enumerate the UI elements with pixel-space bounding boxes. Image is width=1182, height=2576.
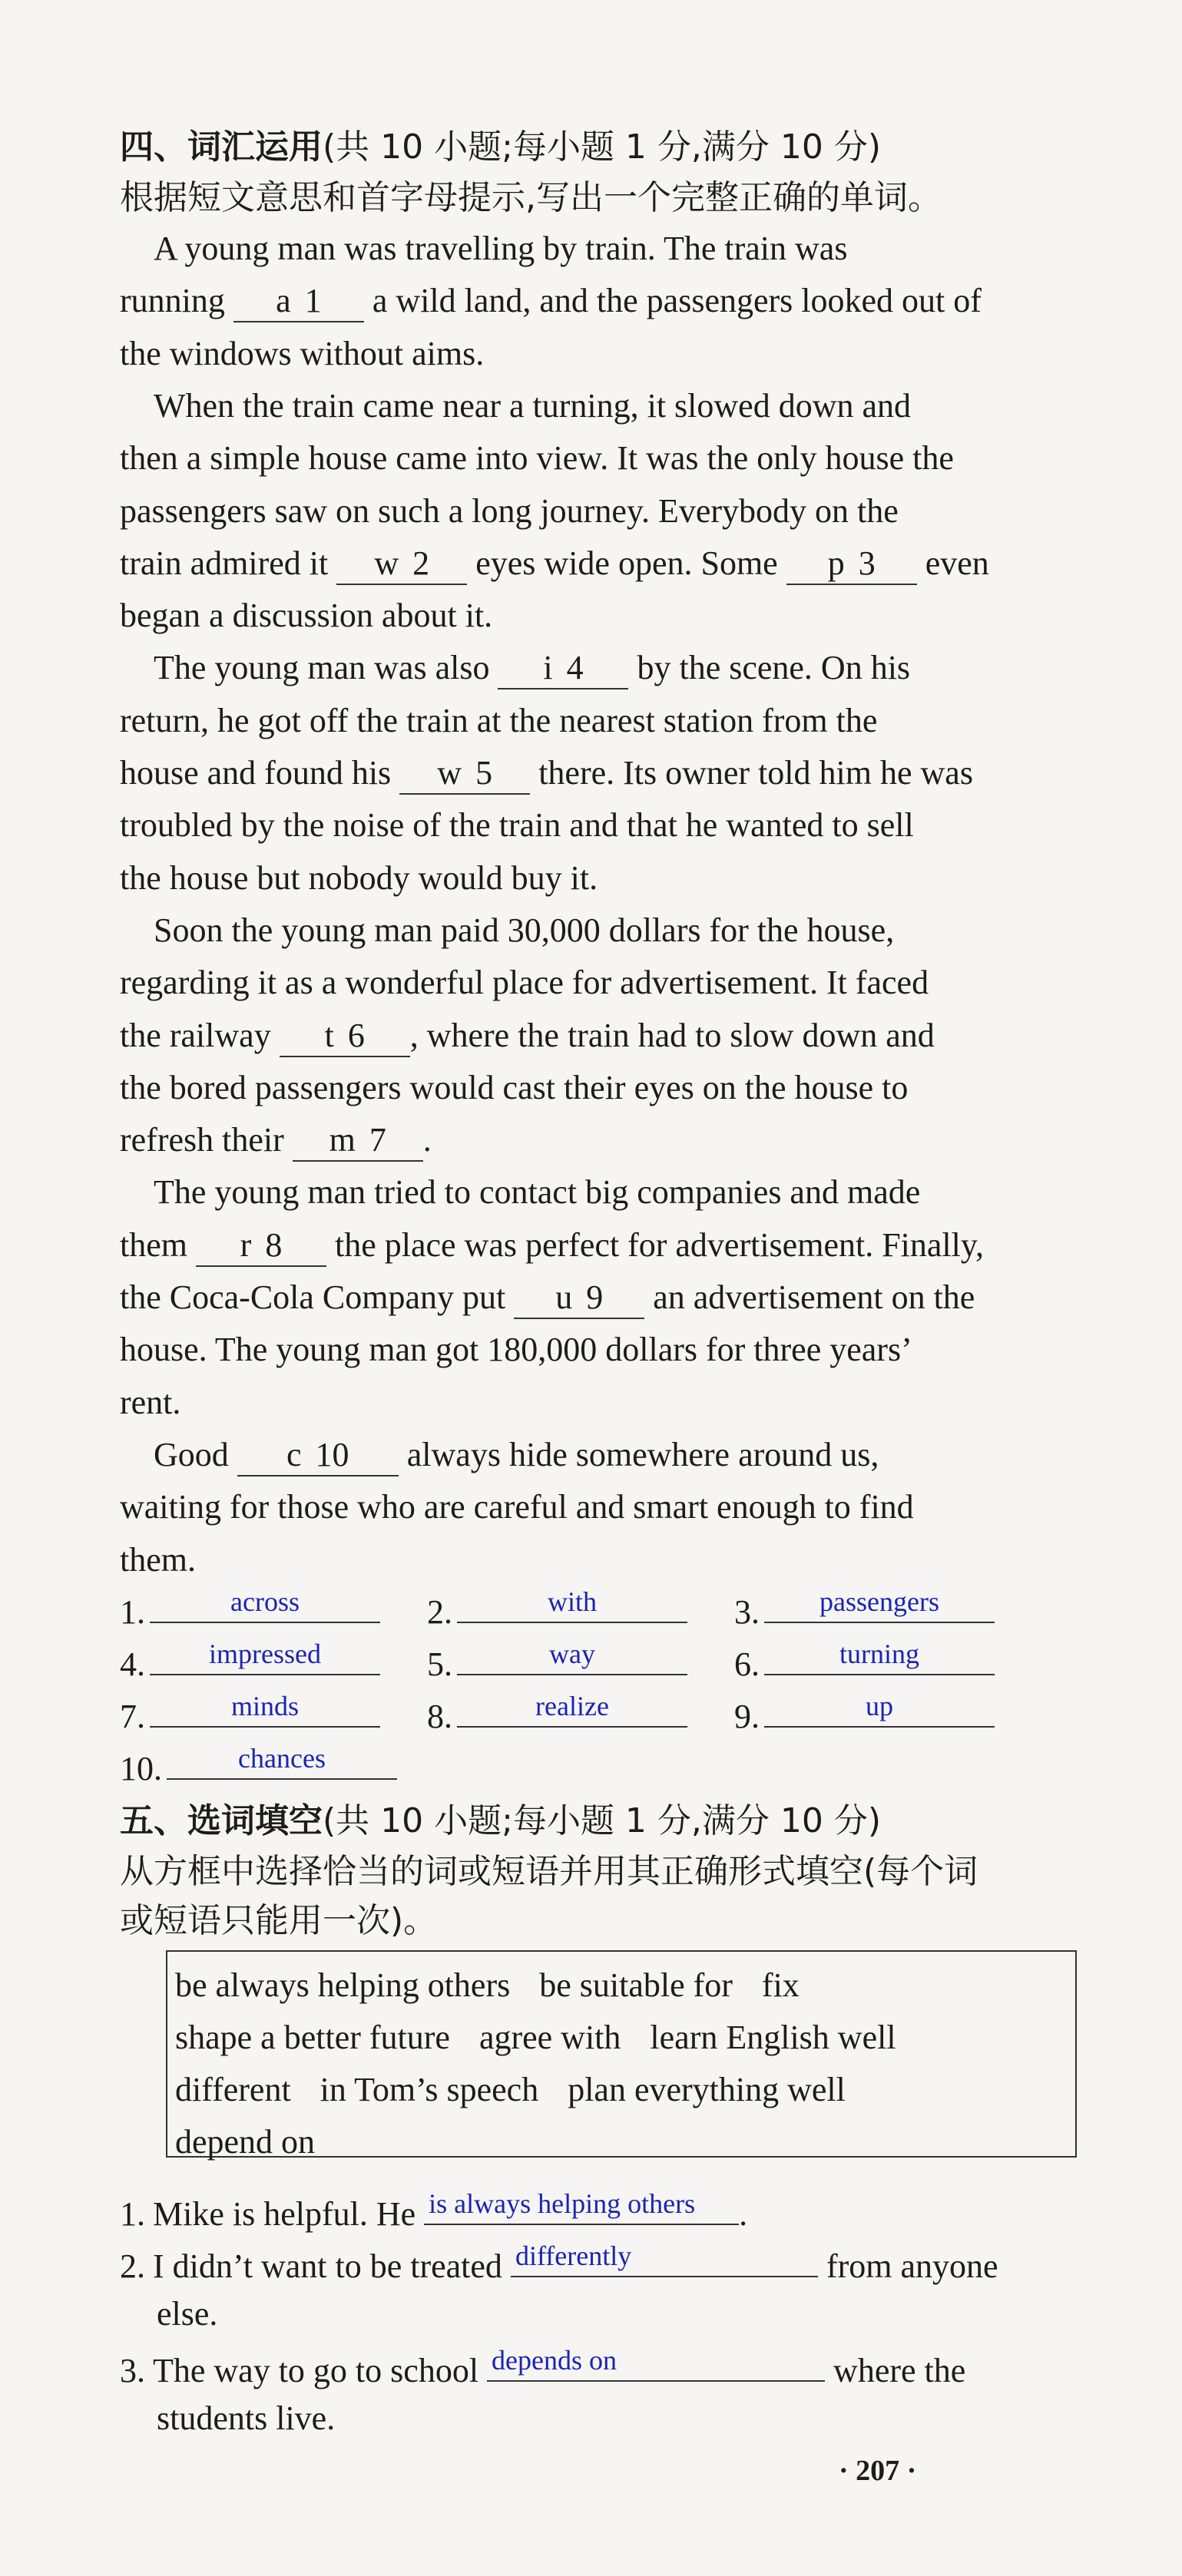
blank-number: 4 (566, 649, 584, 687)
blank-initial-letter: u (555, 1278, 573, 1316)
blank-number: 5 (475, 754, 493, 792)
passage-text: passengers saw on such a long journey. Everybody on the (120, 491, 899, 530)
answer-number: 5. (427, 1645, 452, 1683)
passage-text: , where the train had to slow down and (409, 1016, 935, 1054)
word-box-line (175, 1959, 1068, 2012)
answer-number: 6. (734, 1645, 760, 1683)
answer-text: passengers (819, 1586, 939, 1617)
answer-item (734, 1583, 995, 1639)
passage-line (120, 1377, 180, 1429)
passage-text: The young man was also (120, 649, 498, 687)
answer-field[interactable] (764, 1688, 995, 1728)
passage-line (120, 852, 598, 904)
passage-line (120, 1481, 914, 1533)
blank-initial-letter: w (374, 544, 399, 582)
passage-text: rent. (120, 1383, 181, 1421)
answer-field[interactable] (457, 1688, 687, 1728)
passage-line (120, 1166, 920, 1219)
passage-text: them (120, 1225, 196, 1264)
answer-text: across (230, 1586, 300, 1617)
blank-number: 7 (369, 1121, 386, 1159)
answer-number: 9. (734, 1698, 760, 1735)
passage-text: even (916, 544, 989, 582)
answer-text: chances (238, 1743, 326, 1774)
passage-text: an advertisement on the (644, 1278, 975, 1316)
passage-text: Good (120, 1435, 237, 1473)
answer-number: 4. (120, 1645, 145, 1683)
passage-line (120, 1429, 879, 1481)
passage-text: the railway (120, 1016, 280, 1054)
passage-text: a wild land, and the passengers looked out of (363, 282, 982, 320)
question-answer-text: depends on (492, 2345, 617, 2376)
passage-blank[interactable] (399, 753, 530, 795)
question-line (120, 2340, 965, 2397)
answer-number: 8. (427, 1698, 452, 1735)
passage-text: return, he got off the train at the nearest station from the (120, 701, 878, 739)
passage-text: The young man tried to contact big companies and made (120, 1173, 921, 1212)
passage-text: the bored passengers would cast their eyes on the house to (120, 1068, 909, 1106)
passage-blank[interactable] (233, 281, 364, 322)
passage-text: house and found his (120, 754, 400, 792)
passage-text: regarding it as a wonderful place for advertisement. It faced (120, 964, 929, 1002)
word-option: be suitable for (539, 1966, 733, 2004)
blank-initial-letter: w (437, 754, 462, 792)
blank-number: 8 (265, 1225, 283, 1264)
blank-number: 10 (315, 1435, 349, 1473)
passage-line (120, 1062, 908, 1114)
passage-blank[interactable] (280, 1016, 410, 1057)
question-text-after: where the (825, 2352, 966, 2389)
passage-line (120, 1114, 432, 1166)
question-text: Mike is helpful. He (153, 2195, 425, 2233)
passage-line (120, 957, 929, 1009)
question-number: 1. (120, 2195, 145, 2233)
passage-text: When the train came near a turning, it slowed down and (120, 386, 912, 425)
passage-blank[interactable] (498, 648, 628, 689)
answer-item (427, 1583, 687, 1639)
passage-text: running (120, 282, 233, 320)
passage-line (120, 904, 894, 957)
section5-instruction-line2: 或短语只能用一次)。 (120, 1901, 438, 1940)
passage-text: there. Its owner told him he was (530, 754, 973, 792)
section5-title: 五、选词填空 (120, 1801, 323, 1840)
answer-item (120, 1583, 380, 1639)
word-option: depend on (175, 2123, 316, 2161)
passage-text: the windows without aims. (120, 334, 485, 372)
passage-line (120, 799, 914, 852)
passage-line (120, 223, 847, 275)
answer-item (734, 1635, 995, 1691)
question-answer-field[interactable] (487, 2340, 825, 2382)
question-text: The way to go to school (153, 2352, 488, 2389)
question-continuation: students live. (157, 2399, 336, 2437)
passage-text: waiting for those who are careful and smart enough to find (120, 1488, 914, 1526)
word-box-line (175, 2116, 1068, 2168)
question-answer-field[interactable] (511, 2236, 818, 2277)
question-answer-text: differently (515, 2240, 632, 2271)
passage-line (120, 432, 954, 484)
passage-blank[interactable] (336, 544, 467, 585)
question-line (120, 2184, 747, 2240)
passage-text: A young man was travelling by train. The train was (120, 230, 848, 267)
passage-blank[interactable] (196, 1225, 326, 1267)
section5-heading (120, 1797, 881, 1846)
answer-item (427, 1635, 687, 1691)
answer-item (427, 1688, 687, 1743)
question-number: 3. (120, 2352, 145, 2389)
passage-blank[interactable] (293, 1120, 423, 1162)
answer-field[interactable] (764, 1583, 995, 1623)
question-number: 2. (120, 2247, 145, 2285)
section4-title: 四、词汇运用 (120, 127, 323, 167)
word-option: in Tom’s speech (320, 2071, 539, 2108)
passage-line (120, 747, 973, 799)
blank-number: 2 (412, 544, 430, 582)
page-number: · 207 · (839, 2455, 917, 2487)
passage-blank[interactable] (237, 1435, 399, 1476)
answer-field[interactable] (167, 1740, 397, 1780)
passage-text: the place was perfect for advertisement. Finally, (326, 1225, 985, 1264)
passage-line (120, 328, 484, 380)
passage-blank[interactable] (786, 544, 917, 585)
section5-scoring: (共 10 小题;每小题 1 分,满分 10 分) (323, 1801, 882, 1840)
word-option: shape a better future (175, 2019, 450, 2056)
question-answer-field[interactable] (424, 2184, 739, 2225)
passage-line (120, 1010, 935, 1062)
question-continuation: else. (157, 2295, 218, 2333)
passage-text: house. The young man got 180,000 dollars for three years’ (120, 1331, 912, 1369)
passage-text: the house but nobody would buy it. (120, 858, 598, 897)
blank-initial-letter: a (276, 282, 291, 320)
question-line (120, 2236, 998, 2293)
blank-initial-letter: i (543, 649, 553, 687)
word-box-line (175, 2012, 1068, 2064)
answer-field[interactable] (764, 1635, 995, 1675)
passage-text: . (422, 1121, 432, 1159)
passage-line (120, 695, 877, 747)
section4-instruction: 根据短文意思和首字母提示,写出一个完整正确的单词。 (120, 178, 942, 217)
answer-field[interactable] (150, 1583, 380, 1623)
word-option: agree with (478, 2019, 621, 2056)
answer-text: way (549, 1639, 595, 1669)
answer-text: up (866, 1691, 893, 1721)
answer-text: turning (839, 1639, 919, 1669)
passage-line (120, 1219, 984, 1271)
word-option: different (175, 2071, 291, 2108)
word-option: learn English well (650, 2019, 896, 2056)
passage-text: refresh their (120, 1121, 293, 1159)
word-option: be always helping others (175, 1966, 511, 2004)
answer-number: 10. (120, 1750, 162, 1787)
answer-field[interactable] (457, 1635, 687, 1675)
blank-initial-letter: p (827, 544, 845, 582)
passage-blank[interactable] (514, 1278, 644, 1319)
passage-line (120, 485, 899, 537)
passage-line (120, 642, 910, 694)
answer-number: 2. (427, 1593, 452, 1631)
blank-number: 1 (304, 282, 322, 320)
passage-line (120, 1324, 912, 1376)
answer-item (734, 1688, 995, 1743)
blank-initial-letter: r (240, 1225, 252, 1264)
answer-number: 3. (734, 1593, 760, 1631)
passage-text: then a simple house came into view. It was the only house the (120, 439, 954, 478)
passage-text: by the scene. On his (628, 649, 911, 687)
question-text: I didn’t want to be treated (153, 2247, 511, 2285)
passage-text: train admired it (120, 544, 337, 582)
blank-number: 9 (586, 1278, 604, 1316)
section4-scoring: (共 10 小题;每小题 1 分,满分 10 分) (323, 127, 882, 167)
answer-item (120, 1688, 380, 1743)
passage-line (120, 1534, 196, 1586)
passage-line (120, 1271, 975, 1324)
question-answer-text: is always helping others (429, 2188, 696, 2219)
answer-text: realize (535, 1691, 609, 1721)
answer-number: 7. (120, 1698, 145, 1735)
passage-text: eyes wide open. Some (467, 544, 786, 582)
passage-line (120, 590, 492, 642)
passage-text: troubled by the noise of the train and that he wanted to sell (120, 806, 914, 845)
answer-field[interactable] (150, 1688, 380, 1728)
blank-initial-letter: t (324, 1016, 334, 1054)
word-box-line (175, 2064, 1068, 2116)
word-option: fix (761, 1966, 800, 2004)
answer-item (120, 1635, 380, 1691)
blank-number: 3 (858, 544, 876, 582)
section4-heading (120, 123, 881, 172)
passage-text: them. (120, 1540, 196, 1579)
question-text-after: . (739, 2195, 748, 2233)
word-option: plan everything well (568, 2071, 846, 2108)
answer-text: impressed (209, 1639, 321, 1669)
passage-text: the Coca-Cola Company put (120, 1278, 515, 1316)
answer-item (120, 1740, 397, 1795)
blank-initial-letter: c (286, 1435, 302, 1473)
section5-instruction-line1: 从方框中选择恰当的词或短语并用其正确形式填空(每个词 (120, 1852, 978, 1891)
passage-text: began a discussion about it. (120, 597, 493, 635)
passage-line (120, 275, 982, 327)
answer-number: 1. (120, 1593, 145, 1631)
answer-field[interactable] (457, 1583, 687, 1623)
blank-number: 6 (347, 1016, 365, 1054)
answer-text: minds (230, 1691, 299, 1721)
answer-field[interactable] (150, 1635, 380, 1675)
word-box (166, 1950, 1077, 2161)
passage-line (120, 537, 989, 590)
passage-line (120, 380, 911, 432)
question-text-after: from anyone (817, 2247, 998, 2285)
blank-initial-letter: m (329, 1121, 356, 1159)
passage-text: Soon the young man paid 30,000 dollars for the house, (120, 911, 895, 949)
passage-text: always hide somewhere around us, (398, 1435, 879, 1473)
answer-text: with (547, 1586, 597, 1617)
